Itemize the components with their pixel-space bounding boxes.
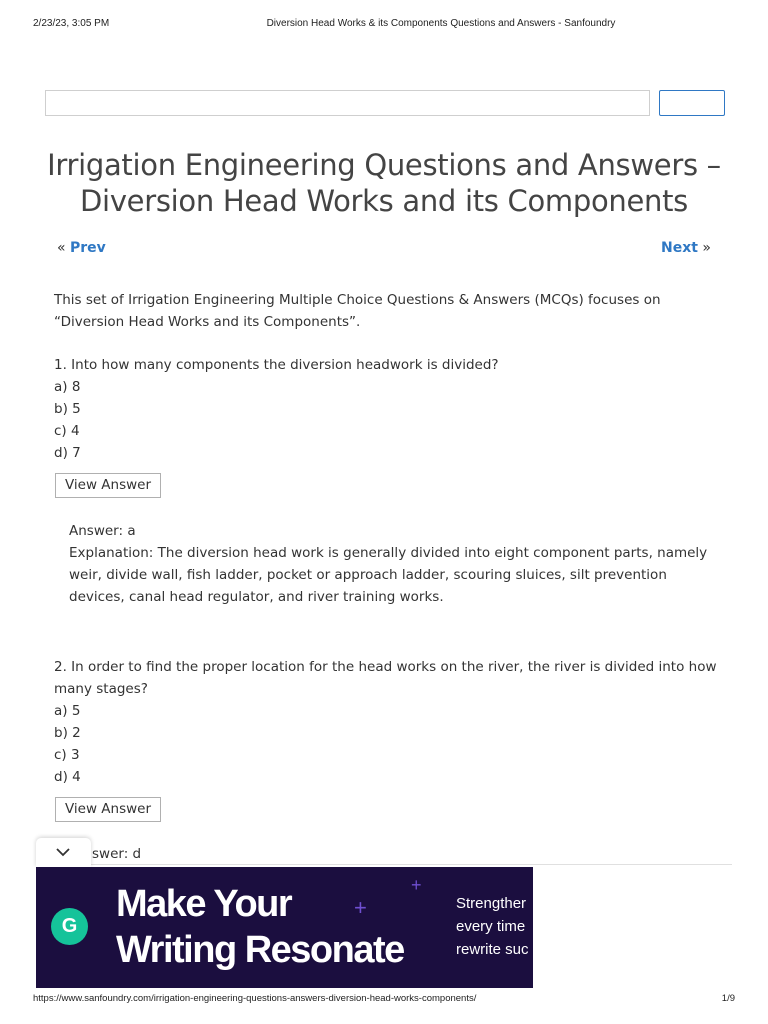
ad-banner[interactable] xyxy=(36,867,533,988)
ad-divider xyxy=(91,864,732,865)
ad-body xyxy=(456,892,533,961)
ad-body-line-1: Strengther xyxy=(456,895,527,912)
answer-panel-1 xyxy=(69,520,719,608)
option-c: c) 3 xyxy=(54,747,80,763)
ad-body-line-3: rewrite suc xyxy=(456,941,529,958)
sparkle-icon: + xyxy=(354,895,367,920)
option-b: b) 5 xyxy=(54,401,81,417)
print-header xyxy=(0,18,768,32)
next-nav xyxy=(661,240,711,256)
option-b: b) 2 xyxy=(54,725,81,741)
ad-body-line-2: every time xyxy=(456,918,526,935)
answer-text: Answer: a xyxy=(69,523,136,539)
ad-headline-line-2: Writing Resonate xyxy=(116,929,404,971)
option-d: d) 4 xyxy=(54,769,81,785)
question-text: 2. In order to find the proper location for the head works on the river, the river is divided into how many stages? xyxy=(54,659,717,697)
print-footer xyxy=(0,993,768,1007)
answer-text-partial: swer: d xyxy=(92,846,142,862)
chevron-down-icon xyxy=(55,847,71,857)
logo-letter: G xyxy=(61,915,78,937)
view-answer-button-1[interactable]: View Answer xyxy=(55,473,161,498)
print-doc-title: Diversion Head Works & its Components Questions and Answers - Sanfoundry xyxy=(266,18,616,29)
explanation-text: Explanation: The diversion head work is generally divided into eight component parts, namely weir, divide wall, fish ladder, pocket or approach ladder, scouring sluices, silt prevention devices, canal head regulator, and river training works. xyxy=(69,545,708,605)
option-d: d) 7 xyxy=(54,445,81,461)
grammarly-logo-icon xyxy=(51,908,88,945)
option-a: a) 8 xyxy=(54,379,81,395)
ad-collapse-button[interactable] xyxy=(36,838,91,867)
question-2 xyxy=(54,656,722,788)
option-a: a) 5 xyxy=(54,703,81,719)
ad-headline xyxy=(116,881,456,973)
question-text: 1. Into how many components the diversion headwork is divided? xyxy=(54,357,499,373)
question-1 xyxy=(54,354,722,464)
prev-link[interactable]: Prev xyxy=(70,240,106,256)
print-url: https://www.sanfoundry.com/irrigation-engineering-questions-answers-diversion-head-works-components/ xyxy=(33,993,477,1004)
page-title: Irrigation Engineering Questions and Answers – Diversion Head Works and its Components xyxy=(47,148,721,218)
ad-headline-line-1: Make Your xyxy=(116,883,292,925)
print-page-number: 1/9 xyxy=(721,993,735,1004)
print-datetime: 2/23/23, 3:05 PM xyxy=(33,18,110,29)
view-answer-button-2[interactable]: View Answer xyxy=(55,797,161,822)
search-input[interactable] xyxy=(45,90,650,116)
option-c: c) 4 xyxy=(54,423,80,439)
search-button[interactable] xyxy=(659,90,725,116)
intro-paragraph: This set of Irrigation Engineering Multiple Choice Questions & Answers (MCQs) focuses on “Diversion Head Works and its Components”. xyxy=(54,292,661,330)
prev-arrow: « xyxy=(57,240,71,256)
next-arrow: » xyxy=(697,240,711,256)
next-link[interactable]: Next xyxy=(661,240,698,256)
prev-nav xyxy=(57,240,106,256)
sparkle-icon: + xyxy=(411,875,422,895)
